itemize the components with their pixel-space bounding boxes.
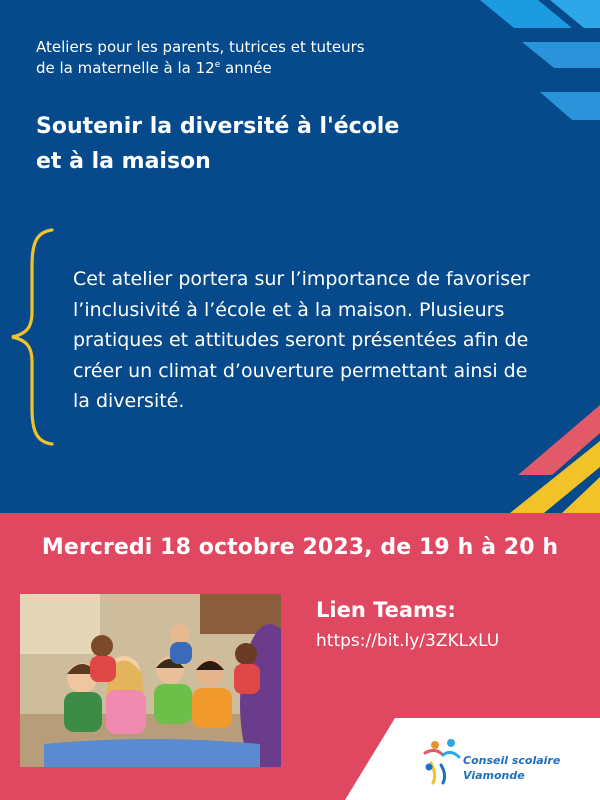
title-line-1: Soutenir la diversité à l'école: [36, 114, 400, 139]
teams-link-title: Lien Teams:: [316, 598, 456, 622]
workshop-description: Cet atelier portera sur l’importance de favoriser l’inclusivité à l’école et à la maison. Plusieurs pratiques et attitudes seront présentées afin de créer un climat d’ouverture permettant ainsi de la diversité.: [73, 268, 530, 412]
subtitle-superscript: e: [214, 60, 221, 70]
logo-line-2: Viamonde: [463, 769, 525, 782]
title-line-2: et à la maison: [36, 149, 211, 174]
page-title: [36, 109, 476, 179]
subtitle-line-1: Ateliers pour les parents, tutrices et tuteurs: [36, 38, 365, 56]
teams-link-url[interactable]: https://bit.ly/3ZKLxLU: [316, 631, 500, 651]
logo-line-1: Conseil scolaire: [463, 754, 561, 767]
viamonde-logo-icon: [421, 735, 463, 785]
workshop-subtitle: [36, 37, 456, 79]
logo-text: [463, 753, 560, 783]
subtitle-annee-text: année: [220, 59, 272, 77]
curly-brace-icon: [6, 226, 58, 448]
decorative-stripes-bottom-icon: [490, 405, 600, 513]
decorative-stripes-top-icon: [460, 0, 600, 125]
subtitle-line-2: [36, 58, 456, 79]
subtitle-grade-text: de la maternelle à la 12: [36, 59, 215, 77]
bottom-panel: [0, 513, 600, 800]
event-date-time: Mercredi 18 octobre 2023, de 19 h à 20 h: [41, 535, 559, 560]
viamonde-logo: [421, 735, 581, 793]
